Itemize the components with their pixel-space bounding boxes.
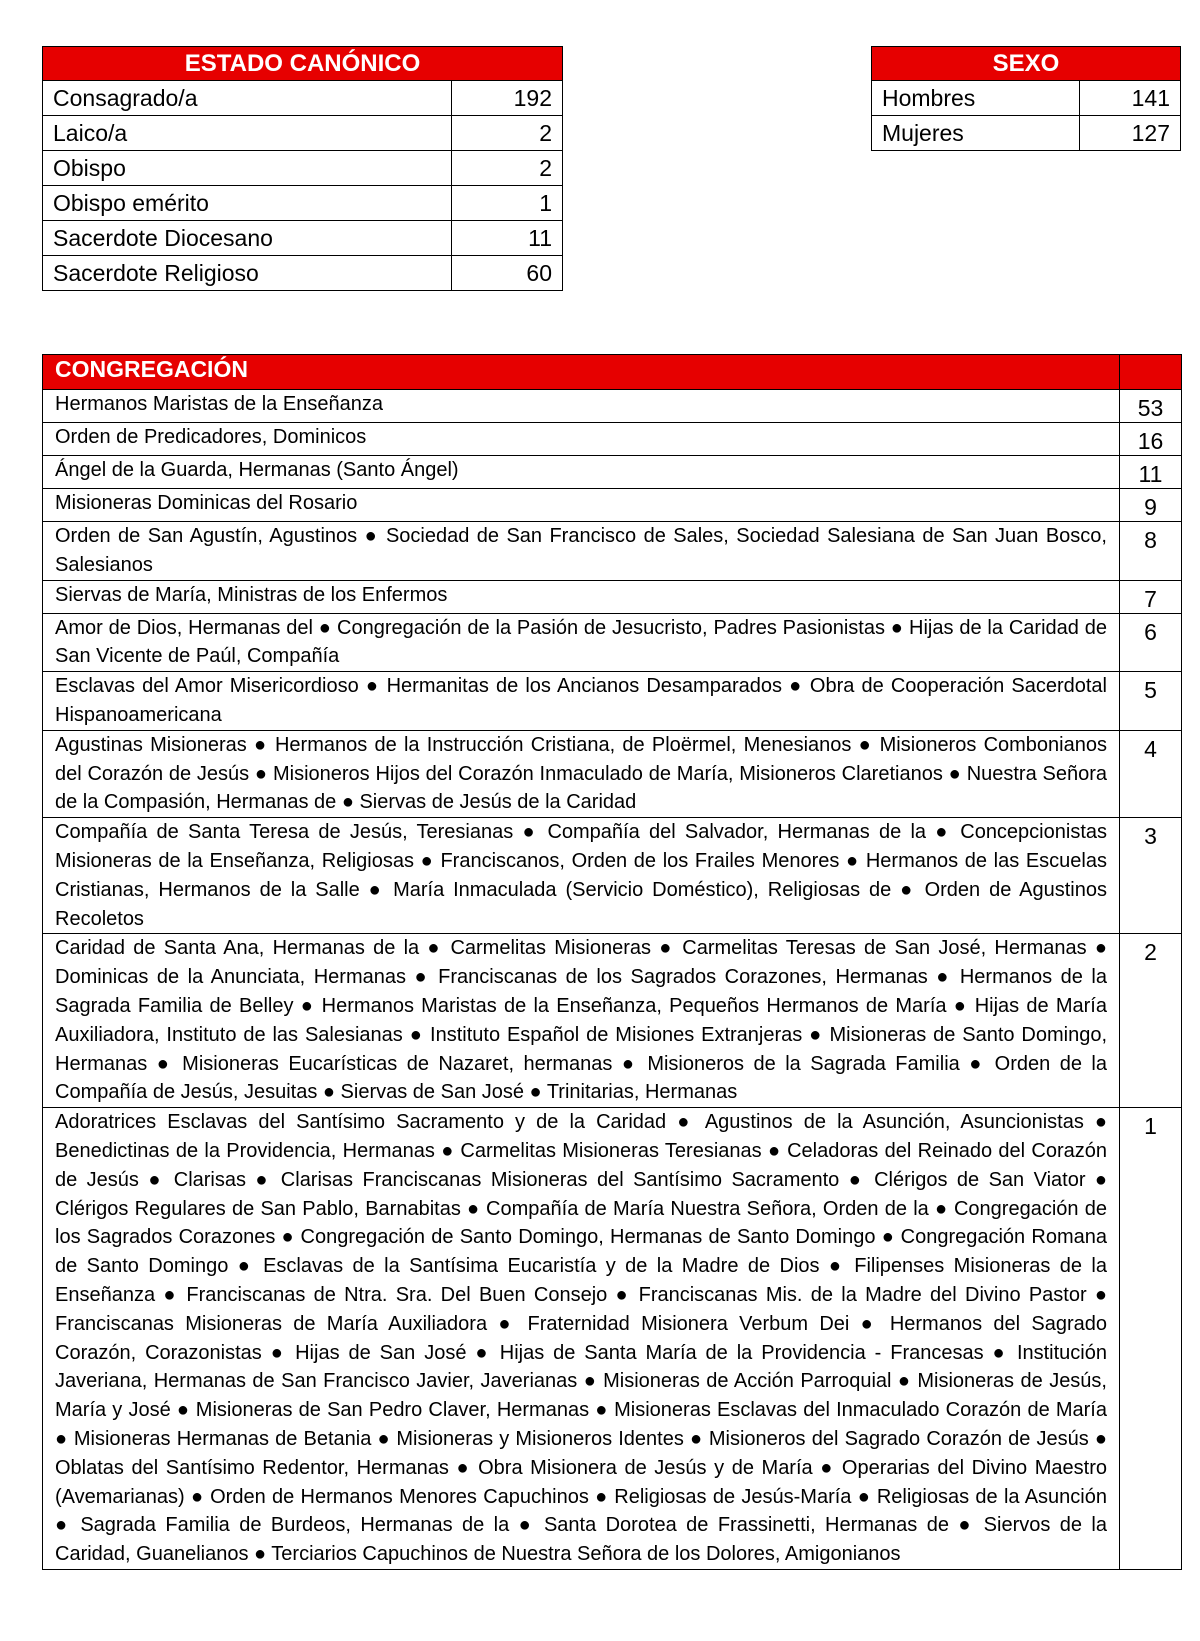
- estado-label: Sacerdote Diocesano: [43, 221, 452, 256]
- table-row: [43, 186, 563, 221]
- congregacion-names: Siervas de María, Ministras de los Enfermos: [43, 580, 1120, 613]
- estado-canonico-title: ESTADO CANÓNICO: [43, 47, 563, 81]
- congregacion-count: 53: [1120, 390, 1182, 423]
- table-row: [43, 423, 1182, 456]
- estado-value: 1: [452, 186, 563, 221]
- table-row: [43, 221, 563, 256]
- table-row: [43, 580, 1182, 613]
- table-row: [872, 81, 1181, 116]
- congregacion-count: 9: [1120, 489, 1182, 522]
- congregacion-names: Esclavas del Amor Misericordioso ● Hermanitas de los Ancianos Desamparados ● Obra de Cooperación Sacerdotal Hispanoamericana: [43, 672, 1120, 731]
- congregacion-count: 1: [1120, 1108, 1182, 1570]
- congregacion-count: 6: [1120, 613, 1182, 672]
- table-row: [43, 489, 1182, 522]
- sexo-value: 127: [1080, 116, 1181, 151]
- congregacion-names: Ángel de la Guarda, Hermanas (Santo Ángel): [43, 456, 1120, 489]
- congregacion-count: 16: [1120, 423, 1182, 456]
- congregacion-count: 4: [1120, 730, 1182, 817]
- congregacion-count: 11: [1120, 456, 1182, 489]
- sexo-label: Hombres: [872, 81, 1080, 116]
- estado-value: 11: [452, 221, 563, 256]
- table-row: [43, 456, 1182, 489]
- congregacion-count: 2: [1120, 934, 1182, 1108]
- congregacion-count: 3: [1120, 818, 1182, 934]
- table-row: [43, 730, 1182, 817]
- table-row: [43, 81, 563, 116]
- congregacion-names: Orden de Predicadores, Dominicos: [43, 423, 1120, 456]
- congregacion-names: Hermanos Maristas de la Enseñanza: [43, 390, 1120, 423]
- sexo-title: SEXO: [872, 47, 1181, 81]
- table-row: [872, 116, 1181, 151]
- estado-value: 2: [452, 151, 563, 186]
- congregacion-table: [42, 354, 1182, 1570]
- table-row: [43, 672, 1182, 731]
- congregacion-count: 8: [1120, 522, 1182, 581]
- table-row: [43, 522, 1182, 581]
- congregacion-count: 5: [1120, 672, 1182, 731]
- estado-label: Sacerdote Religioso: [43, 256, 452, 291]
- congregacion-count: 7: [1120, 580, 1182, 613]
- table-row: [43, 1108, 1182, 1570]
- estado-label: Laico/a: [43, 116, 452, 151]
- congregacion-names: Compañía de Santa Teresa de Jesús, Teresianas ● Compañía del Salvador, Hermanas de la ● Concepcionistas Misioneras de la Enseñanza, Religiosas ● Franciscanos, Orden de los Frailes Menores ● Hermanos de las Escuelas Cristianas, Hermanos de la Salle ● María Inmaculada (Servicio Doméstico), Religiosas de ● Orden de Agustinos Recoletos: [43, 818, 1120, 934]
- table-row: [43, 116, 563, 151]
- estado-label: Obispo: [43, 151, 452, 186]
- estado-value: 2: [452, 116, 563, 151]
- estado-value: 60: [452, 256, 563, 291]
- congregacion-names: Orden de San Agustín, Agustinos ● Sociedad de San Francisco de Sales, Sociedad Salesiana de San Juan Bosco, Salesianos: [43, 522, 1120, 581]
- estado-canonico-table: [42, 46, 563, 291]
- sexo-table: [871, 46, 1181, 151]
- table-row: [43, 390, 1182, 423]
- estado-label: Obispo emérito: [43, 186, 452, 221]
- table-row: [43, 151, 563, 186]
- table-row: [43, 818, 1182, 934]
- estado-value: 192: [452, 81, 563, 116]
- congregacion-names: Caridad de Santa Ana, Hermanas de la ● Carmelitas Misioneras ● Carmelitas Teresas de San José, Hermanas ● Dominicas de la Anunciata, Hermanas ● Franciscanas de los Sagrados Corazones, Hermanas ● Hermanos de la Sagrada Familia de Belley ● Hermanos Maristas de la Enseñanza, Pequeños Hermanos de María ● Hijas de María Auxiliadora, Instituto de las Salesianas ● Instituto Español de Misiones Extranjeras ● Misioneras de Santo Domingo, Hermanas ● Misioneras Eucarísticas de Nazaret, hermanas ● Misioneros de la Sagrada Familia ● Orden de la Compañía de Jesús, Jesuitas ● Siervas de San José ● Trinitarias, Hermanas: [43, 934, 1120, 1108]
- congregacion-count-header: [1120, 355, 1182, 390]
- congregacion-names: Agustinas Misioneras ● Hermanos de la Instrucción Cristiana, de Ploërmel, Menesianos ● Misioneros Combonianos del Corazón de Jesús ● Misioneros Hijos del Corazón Inmaculado de María, Misioneros Claretianos ● Nuestra Señora de la Compasión, Hermanas de ● Siervas de Jesús de la Caridad: [43, 730, 1120, 817]
- congregacion-names: Amor de Dios, Hermanas del ● Congregación de la Pasión de Jesucristo, Padres Pasionistas ● Hijas de la Caridad de San Vicente de Paúl, Compañía: [43, 613, 1120, 672]
- congregacion-title: CONGREGACIÓN: [43, 355, 1120, 390]
- congregacion-names: Adoratrices Esclavas del Santísimo Sacramento y de la Caridad ● Agustinos de la Asunción, Asuncionistas ● Benedictinas de la Providencia, Hermanas ● Carmelitas Misioneras Teresianas ● Celadoras del Reinado del Corazón de Jesús ● Clarisas ● Clarisas Franciscanas Misioneras del Santísimo Sacramento ● Clérigos de San Viator ● Clérigos Regulares de San Pablo, Barnabitas ● Compañía de María Nuestra Señora, Orden de la ● Congregación de los Sagrados Corazones ● Congregación de Santo Domingo, Hermanas de Santo Domingo ● Congregación Romana de Santo Domingo ● Esclavas de la Santísima Eucaristía y de la Madre de Dios ● Filipenses Misioneras de la Enseñanza ● Franciscanas de Ntra. Sra. Del Buen Consejo ● Franciscanas Mis. de la Madre del Divino Pastor ● Franciscanas Misioneras de María Auxiliadora ● Fraternidad Misionera Verbum Dei ● Hermanos del Sagrado Corazón, Corazonistas ● Hijas de San José ● Hijas de Santa María de la Providencia - Francesas ● Institución Javeriana, Hermanas de San Francisco Javier, Javerianas ● Misioneras de Acción Parroquial ● Misioneras de Jesús, María y José ● Misioneras de San Pedro Claver, Hermanas ● Misioneras Esclavas del Inmaculado Corazón de María ● Misioneras Hermanas de Betania ● Misioneras y Misioneros Identes ● Misioneros del Sagrado Corazón de Jesús ● Oblatas del Santísimo Redentor, Hermanas ● Obra Misionera de Jesús y de María ● Operarias del Divino Maestro (Avemarianas) ● Orden de Hermanos Menores Capuchinos ● Religiosas de Jesús-María ● Religiosas de la Asunción ● Sagrada Familia de Burdeos, Hermanas de la ● Santa Dorotea de Frassinetti, Hermanas de ● Siervos de la Caridad, Guanelianos ● Terciarios Capuchinos de Nuestra Señora de los Dolores, Amigonianos: [43, 1108, 1120, 1570]
- table-row: [43, 934, 1182, 1108]
- table-row: [43, 613, 1182, 672]
- congregacion-names: Misioneras Dominicas del Rosario: [43, 489, 1120, 522]
- table-row: [43, 256, 563, 291]
- sexo-label: Mujeres: [872, 116, 1080, 151]
- estado-label: Consagrado/a: [43, 81, 452, 116]
- sexo-value: 141: [1080, 81, 1181, 116]
